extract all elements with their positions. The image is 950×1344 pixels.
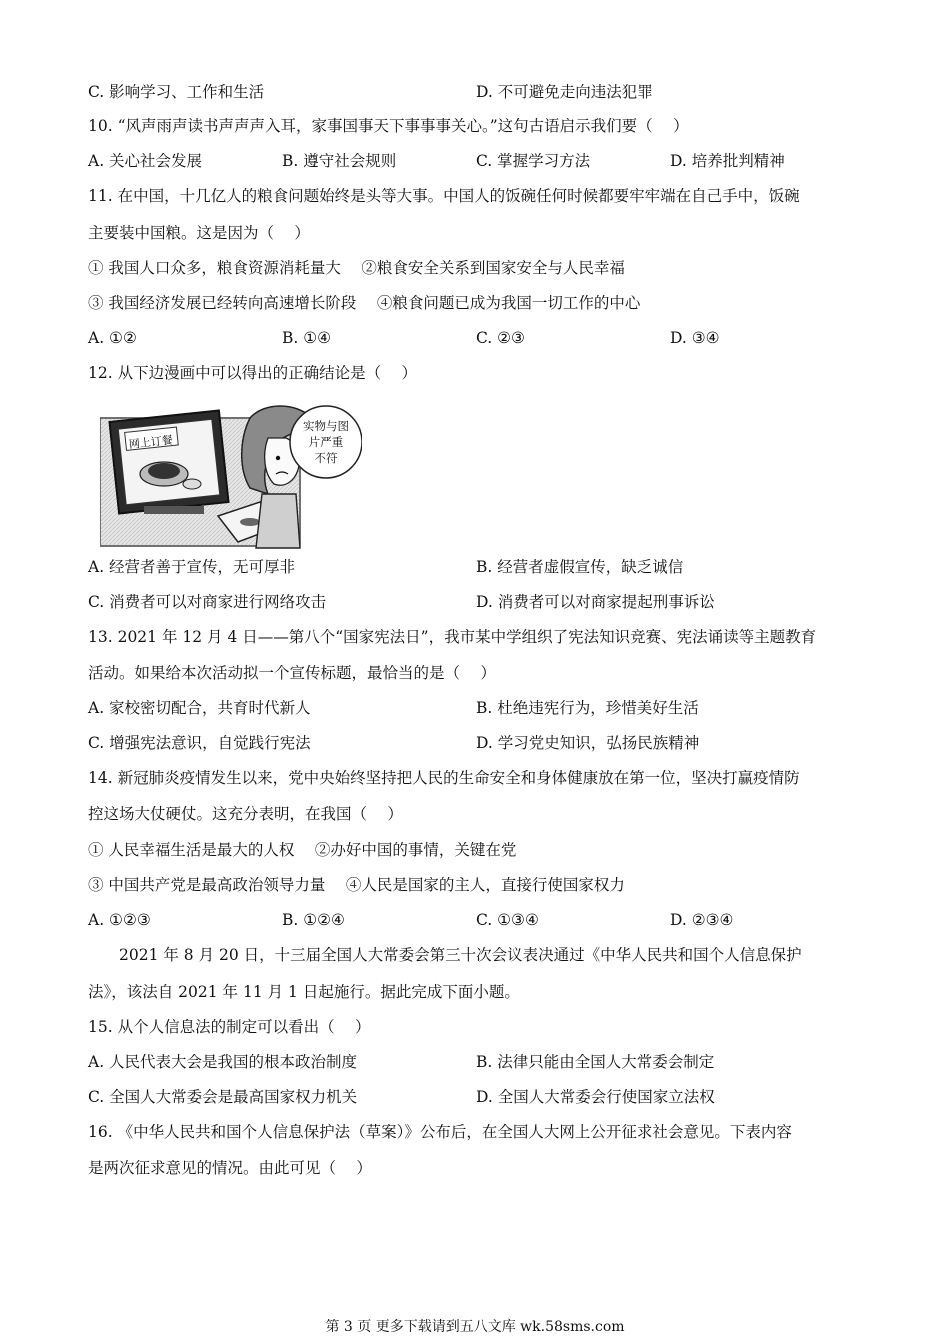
q15-option-c: C. 全国人大常委会是最高国家权力机关 [88,1088,358,1106]
cartoon-online-order [100,398,362,550]
q10-option-d: D. 培养批判精神 [670,152,785,170]
q14-option-d: D. ②③④ [670,911,734,929]
q13-option-c: C. 增强宪法意识，自觉践行宪法 [88,734,311,752]
q14-option-a: A. ①②③ [88,911,151,929]
q11-stem-line1: 11. 在中国，十几亿人的粮食问题始终是头等大事。中国人的饭碗任何时候都要牢牢端在自己手中，饭碗 [88,187,800,205]
q9-option-d: D. 不可避免走向违法犯罪 [476,83,653,101]
q16-stem-line1: 16. 《中华人民共和国个人信息保护法（草案）》公布后，在全国人大网上公开征求社会意见。下表内容 [88,1123,792,1141]
q10-option-a: A. 关心社会发展 [88,152,203,170]
q11-statements-line2: ③ 我国经济发展已经转向高速增长阶段 ④粮食问题已成为我国一切工作的中心 [88,294,641,312]
q12-option-b: B. 经营者虚假宣传，缺乏诚信 [476,558,684,576]
q14-stem-line2: 控这场大仗硬仗。这充分表明，在我国（ ） [88,805,403,823]
q13-option-b: B. 杜绝违宪行为，珍惜美好生活 [476,699,699,717]
q10-stem: 10. “风声雨声读书声声声入耳，家事国事天下事事事关心。”这句古语启示我们要（ ） [88,117,689,135]
q12-option-c: C. 消费者可以对商家进行网络攻击 [88,593,327,611]
q11-option-d: D. ③④ [670,329,720,347]
q11-option-a: A. ①② [88,329,137,347]
q14-statements-line1: ① 人民幸福生活是最大的人权 ②办好中国的事情，关键在党 [88,841,517,859]
q11-option-c: C. ②③ [476,329,525,347]
q15-option-d: D. 全国人大常委会行使国家立法权 [476,1088,715,1106]
q9-option-c: C. 影响学习、工作和生活 [88,83,265,101]
q15-option-a: A. 人民代表大会是我国的根本政治制度 [88,1053,358,1071]
q11-stem-line2: 主要装中国粮。这是因为（ ） [88,224,310,242]
q13-stem-line2: 活动。如果给本次活动拟一个宣传标题，最恰当的是（ ） [88,664,496,682]
q14-statements-line2: ③ 中国共产党是最高政治领导力量 ④人民是国家的主人，直接行使国家权力 [88,876,625,894]
q16-stem-line2: 是两次征求意见的情况。由此可见（ ） [88,1159,372,1177]
material-line1: 2021 年 8 月 20 日，十三届全国人大常委会第三十次会议表决通过《中华人民共和国个人信息保护 [119,946,802,964]
q13-option-a: A. 家校密切配合，共育时代新人 [88,699,311,717]
bubble-line-1: 实物与图 [303,419,349,433]
q12-stem: 12. 从下边漫画中可以得出的正确结论是（ ） [88,364,418,382]
page-footer: 第 3 页 更多下载请到五八文库 wk.58sms.com [325,1319,625,1335]
q13-stem-line1: 13. 2021 年 12 月 4 日——第八个“国家宪法日”，我市某中学组织了宪法知识竞赛、宪法诵读等主题教育 [88,628,817,646]
q14-option-b: B. ①②④ [282,911,345,929]
bubble-line-3: 不符 [314,451,338,465]
q13-option-d: D. 学习党史知识，弘扬民族精神 [476,734,700,752]
woman-body [256,494,300,548]
q15-option-b: B. 法律只能由全国人大常委会制定 [476,1053,715,1071]
q10-option-b: B. 遵守社会规则 [282,152,397,170]
bubble-line-2: 片严重 [308,435,344,449]
q10-option-c: C. 掌握学习方法 [476,152,591,170]
q12-option-d: D. 消费者可以对商家提起刑事诉讼 [476,593,715,611]
q12-option-a: A. 经营者善于宣传，无可厚非 [88,558,296,576]
q14-stem-line1: 14. 新冠肺炎疫情发生以来，党中央始终坚持把人民的生命安全和身体健康放在第一位，坚决打赢疫情防 [88,769,800,787]
screen-label: 网上订餐 [128,433,174,452]
q15-stem: 15. 从个人信息法的制定可以看出（ ） [88,1018,371,1036]
material-line2: 法》，该法自 2021 年 11 月 1 日起施行。据此完成下面小题。 [88,983,520,1001]
q11-statements-line1: ① 我国人口众多，粮食资源消耗量大 ②粮食安全关系到国家安全与人民幸福 [88,259,625,277]
q11-option-b: B. ①④ [282,329,332,347]
q14-option-c: C. ①③④ [476,911,539,929]
